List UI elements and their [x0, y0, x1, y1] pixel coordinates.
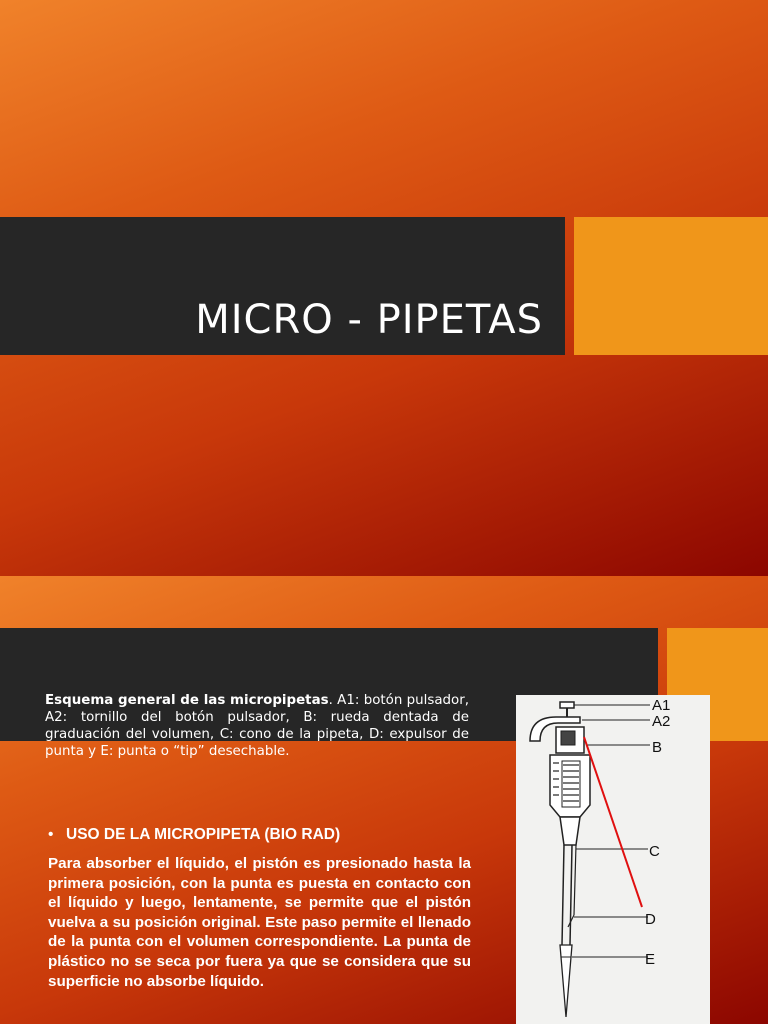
section-heading-text: USO DE LA MICROPIPETA (BIO RAD): [66, 826, 341, 843]
label-a2: A2: [652, 713, 671, 730]
caption-rest: . A1: botón pulsador, A2: tornillo del botón pulsador, B: rueda dentada de graduación del volumen, C: cono de la pipeta, D: expulsor de punta y E: punta o “tip” desechable.: [45, 693, 469, 759]
section-heading: [48, 826, 340, 844]
micropipette-diagram: [516, 695, 710, 1024]
red-pointer-line: [584, 737, 642, 907]
label-b: B: [652, 739, 663, 756]
label-a1: A1: [652, 697, 671, 714]
title-bar: [0, 217, 565, 355]
accent-block: [574, 217, 768, 355]
bullet-icon: •: [48, 826, 54, 843]
plunger-button-shape: [560, 702, 574, 708]
label-e: E: [645, 951, 656, 968]
label-d: D: [645, 911, 656, 928]
diagram-caption: [45, 692, 469, 760]
content-slide: [0, 576, 768, 1024]
caption-lead: Esquema general de las micropipetas: [45, 693, 329, 708]
body-paragraph: Para absorber el líquido, el pistón es presionado hasta la primera posición, con la punta es puesta en contacto con el líquido y luego, lentamente, se permite que el pistón vuelva a su posición original. Este paso permite el llenado de la punta con el volumen correspondiente. La punta de plástico no se seca por fuera ya que se considera que su superficie no absorbe líquido.: [48, 855, 471, 990]
pipette-tip-shape: [560, 945, 572, 1017]
label-c: C: [649, 843, 660, 860]
slide-title: MICRO - PIPETAS: [195, 297, 543, 343]
